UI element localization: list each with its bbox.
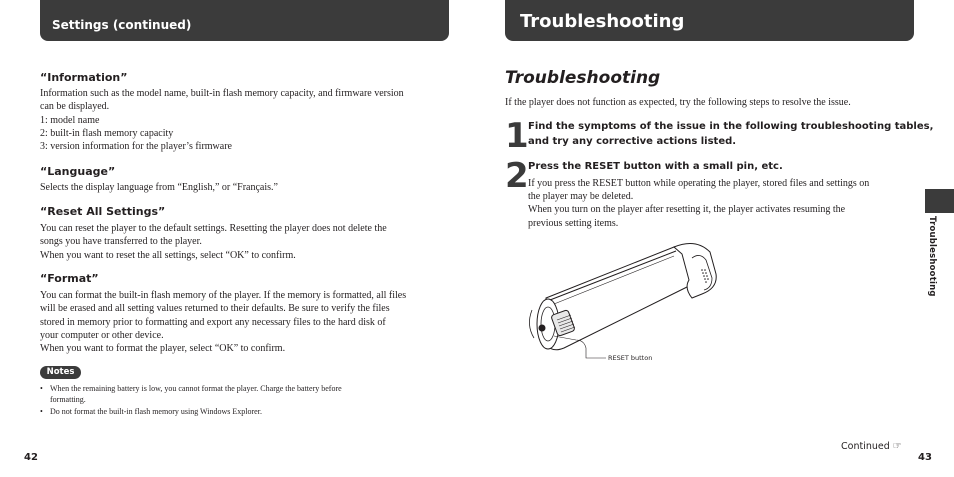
step-number-2: 2	[505, 156, 529, 196]
side-tab-label: Troubleshooting	[927, 216, 937, 297]
body-line: Selects the display language from “English,” or “Français.”	[40, 182, 278, 193]
note-item	[40, 384, 342, 405]
step-heading-line: Find the symptoms of the issue in the following troubleshooting tables,	[528, 121, 934, 132]
step-heading-2	[528, 160, 783, 175]
right-header-title: Troubleshooting	[520, 11, 685, 32]
left-header-bar	[40, 0, 449, 41]
note-item	[40, 407, 262, 418]
intro-text: If the player does not function as expected, try the following steps to resolve the issue.	[505, 97, 851, 108]
step-body-line: If you press the RESET button while operating the player, stored files and settings on	[528, 178, 870, 189]
section-body-reset-all-settings	[40, 222, 452, 262]
page-number-left: 42	[24, 452, 38, 463]
body-line: stored in memory prior to formatting and export any necessary files to the hard disk of	[40, 316, 386, 328]
section-title-information: “Information”	[40, 71, 128, 84]
step-body-line: When you turn on the player after resetting it, the player activates resuming the	[528, 204, 846, 216]
step-heading-line: Press the RESET button with a small pin, etc.	[528, 161, 783, 172]
section-body-language	[40, 181, 452, 194]
continued-text: Continued	[841, 441, 890, 452]
side-tab	[925, 189, 954, 213]
body-line: your computer or other device.	[40, 329, 164, 341]
bullet-icon: •	[40, 407, 43, 416]
step-body-2	[528, 177, 869, 230]
step-heading-1	[528, 120, 933, 149]
note-line: formatting.	[50, 394, 86, 404]
body-line: will be erased and all setting values returned to their defaults. Be sure to verify the files	[40, 303, 390, 315]
body-line: When you want to reset the all settings, select “OK” to confirm.	[40, 249, 296, 261]
body-line: When you want to format the player, select “OK” to confirm.	[40, 343, 286, 355]
left-header-title: Settings (continued)	[52, 18, 192, 32]
page-title: Troubleshooting	[505, 68, 661, 88]
section-title-language: “Language”	[40, 165, 116, 178]
section-title-format: “Format”	[40, 272, 99, 285]
notes-badge: Notes	[40, 366, 81, 379]
page-number-right: 43	[918, 452, 932, 463]
note-line: Do not format the built-in flash memory using Windows Explorer.	[50, 407, 262, 416]
body-line: You can reset the player to the default settings. Resetting the player does not delete the	[40, 223, 387, 234]
section-body-information	[40, 87, 452, 153]
body-line: 2: built-in flash memory capacity	[40, 127, 174, 139]
body-line: You can format the built-in flash memory of the player. If the memory is formatted, all files	[40, 290, 407, 301]
body-line: Information such as the model name, built-in flash memory capacity, and firmware version	[40, 88, 404, 99]
body-line: 1: model name	[40, 114, 100, 126]
note-line: When the remaining battery is low, you cannot format the player. Charge the battery before	[50, 384, 342, 393]
pointing-hand-icon: ☞	[892, 441, 902, 452]
reset-button-label: RESET button	[608, 354, 653, 362]
body-line: songs you have transferred to the player.	[40, 236, 202, 248]
section-body-format	[40, 289, 452, 355]
body-line: can be displayed.	[40, 101, 110, 113]
section-title-reset-all-settings: “Reset All Settings”	[40, 205, 166, 218]
body-line: 3: version information for the player’s firmware	[40, 141, 232, 153]
continued-indicator	[841, 441, 902, 452]
right-header-bar	[505, 0, 914, 41]
step-number-1: 1	[505, 116, 529, 156]
bullet-icon: •	[40, 384, 43, 393]
step-body-line: the player may be deleted.	[528, 191, 634, 203]
step-body-line: previous setting items.	[528, 217, 619, 229]
step-heading-line: and try any corrective actions listed.	[528, 135, 737, 147]
player-illustration	[524, 240, 724, 365]
